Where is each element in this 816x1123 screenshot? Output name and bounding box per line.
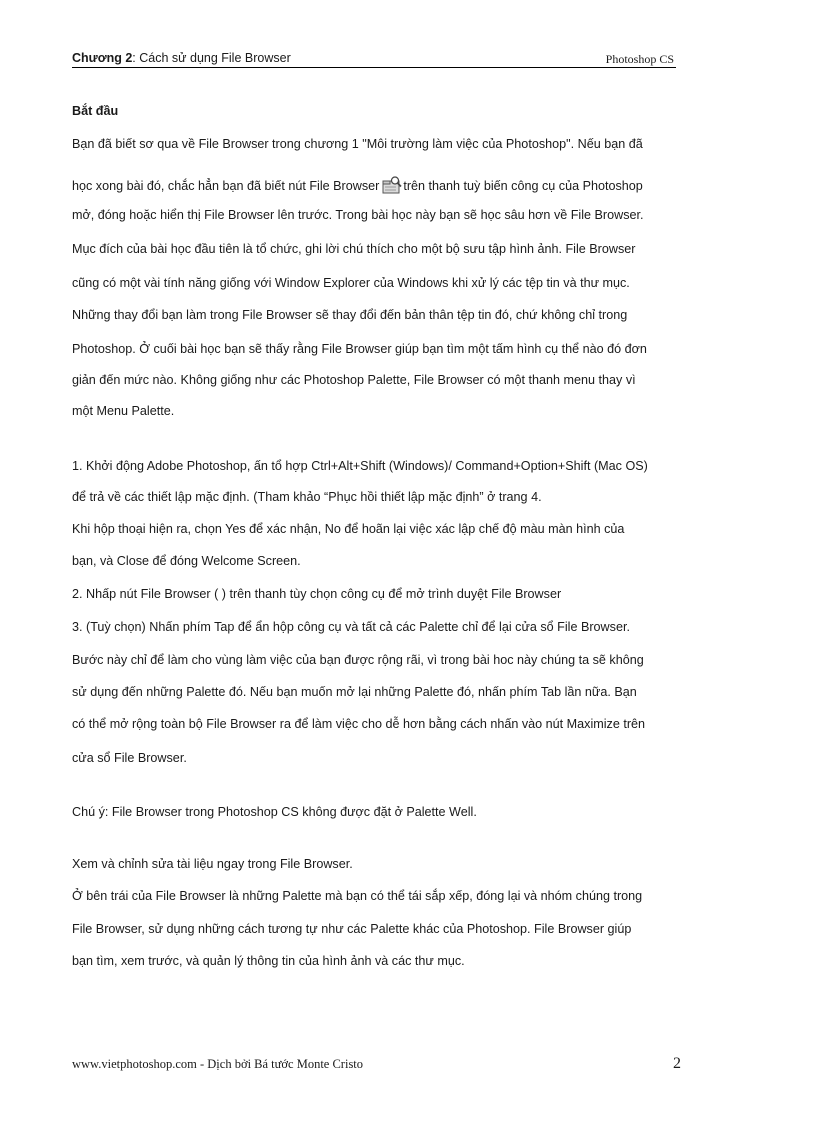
paragraph-text: học xong bài đó, chắc hẳn bạn đã biết nút File Browser xyxy=(72,179,380,193)
paragraph-line xyxy=(72,176,643,194)
step-line: sử dụng đến những Palette đó. Nếu bạn muốn mở lại những Palette đó, nhấn phím Tab lần nữa. Bạn xyxy=(72,685,637,699)
footer-source: www.vietphotoshop.com - Dịch bởi Bá tước Monte Cristo xyxy=(72,1057,364,1071)
section-line: Xem và chỉnh sửa tài liệu ngay trong File Browser. xyxy=(72,857,353,871)
chapter-title xyxy=(72,51,291,65)
chapter-name: : Cách sử dụng File Browser xyxy=(132,51,291,65)
section-heading: Bắt đầu xyxy=(72,104,119,118)
step-line: để trả về các thiết lập mặc định. (Tham khảo “Phục hồi thiết lập mặc định” ở trang 4. xyxy=(72,490,542,504)
step-line: bạn, và Close để đóng Welcome Screen. xyxy=(72,554,301,568)
step-line: cửa sổ File Browser. xyxy=(72,751,187,765)
step-line: 2. Nhấp nút File Browser ( ) trên thanh tùy chọn công cụ để mở trình duyệt File Browser xyxy=(72,587,562,601)
paragraph-line: Photoshop. Ở cuối bài học bạn sẽ thấy rằng File Browser giúp bạn tìm một tấm hình cụ thể nào đó đơn xyxy=(72,342,647,356)
page-number: 2 xyxy=(673,1055,681,1072)
section-line: bạn tìm, xem trước, và quản lý thông tin của hình ảnh và các thư mục. xyxy=(72,954,465,968)
step-line: 3. (Tuỳ chọn) Nhấn phím Tap để ẩn hộp công cụ và tất cả các Palette chỉ để lại cửa sổ File Browser. xyxy=(72,620,630,634)
product-name: Photoshop CS xyxy=(605,52,674,66)
note: Chú ý: File Browser trong Photoshop CS không được đặt ở Palette Well. xyxy=(72,805,477,819)
paragraph-line: Mục đích của bài học đầu tiên là tổ chức, ghi lời chú thích cho một bộ sưu tập hình ảnh. File Browser xyxy=(72,242,636,256)
paragraph-line: mở, đóng hoặc hiển thị File Browser lên trước. Trong bài học này bạn sẽ học sâu hơn về File Browser. xyxy=(72,208,644,222)
paragraph-line: Bạn đã biết sơ qua về File Browser trong chương 1 "Môi trường làm việc của Photoshop". Nếu bạn đã xyxy=(72,137,643,151)
chapter-label: Chương 2 xyxy=(72,51,133,65)
file-browser-icon xyxy=(382,176,402,194)
step-line: 1. Khởi động Adobe Photoshop, ấn tổ hợp Ctrl+Alt+Shift (Windows)/ Command+Option+Shift (Mac OS) xyxy=(72,459,648,473)
page-header xyxy=(72,51,676,68)
step-line: có thể mở rộng toàn bộ File Browser ra để làm việc cho dễ hơn bằng cách nhấn vào nút Maximize trên xyxy=(72,717,646,731)
paragraph-line: giản đến mức nào. Không giống như các Photoshop Palette, File Browser có một thanh menu thay vì xyxy=(72,373,636,387)
paragraph-text: trên thanh tuỳ biến công cụ của Photoshop xyxy=(403,179,643,193)
section-line: Ở bên trái của File Browser là những Palette mà bạn có thể tái sắp xếp, đóng lại và nhóm chúng trong xyxy=(72,889,643,903)
paragraph-line: cũng có một vài tính năng giống với Window Explorer của Windows khi xử lý các tệp tin và thư mục. xyxy=(72,276,630,290)
paragraph-line: Những thay đổi bạn làm trong File Browser sẽ thay đổi đến bản thân tệp tin đó, chứ không chỉ trong xyxy=(72,308,628,322)
section-line: File Browser, sử dụng những cách tương tự như các Palette khác của Photoshop. File Browser giúp xyxy=(72,922,632,936)
step-line: Bước này chỉ để làm cho vùng làm việc của bạn được rộng rãi, vì trong bài hoc này chúng ta sẽ không xyxy=(72,653,644,667)
step-line: Khi hộp thoại hiện ra, chọn Yes để xác nhận, No để hoãn lại việc xác lập chế độ màu màn hình của xyxy=(72,522,625,536)
paragraph-line: một Menu Palette. xyxy=(72,404,175,418)
